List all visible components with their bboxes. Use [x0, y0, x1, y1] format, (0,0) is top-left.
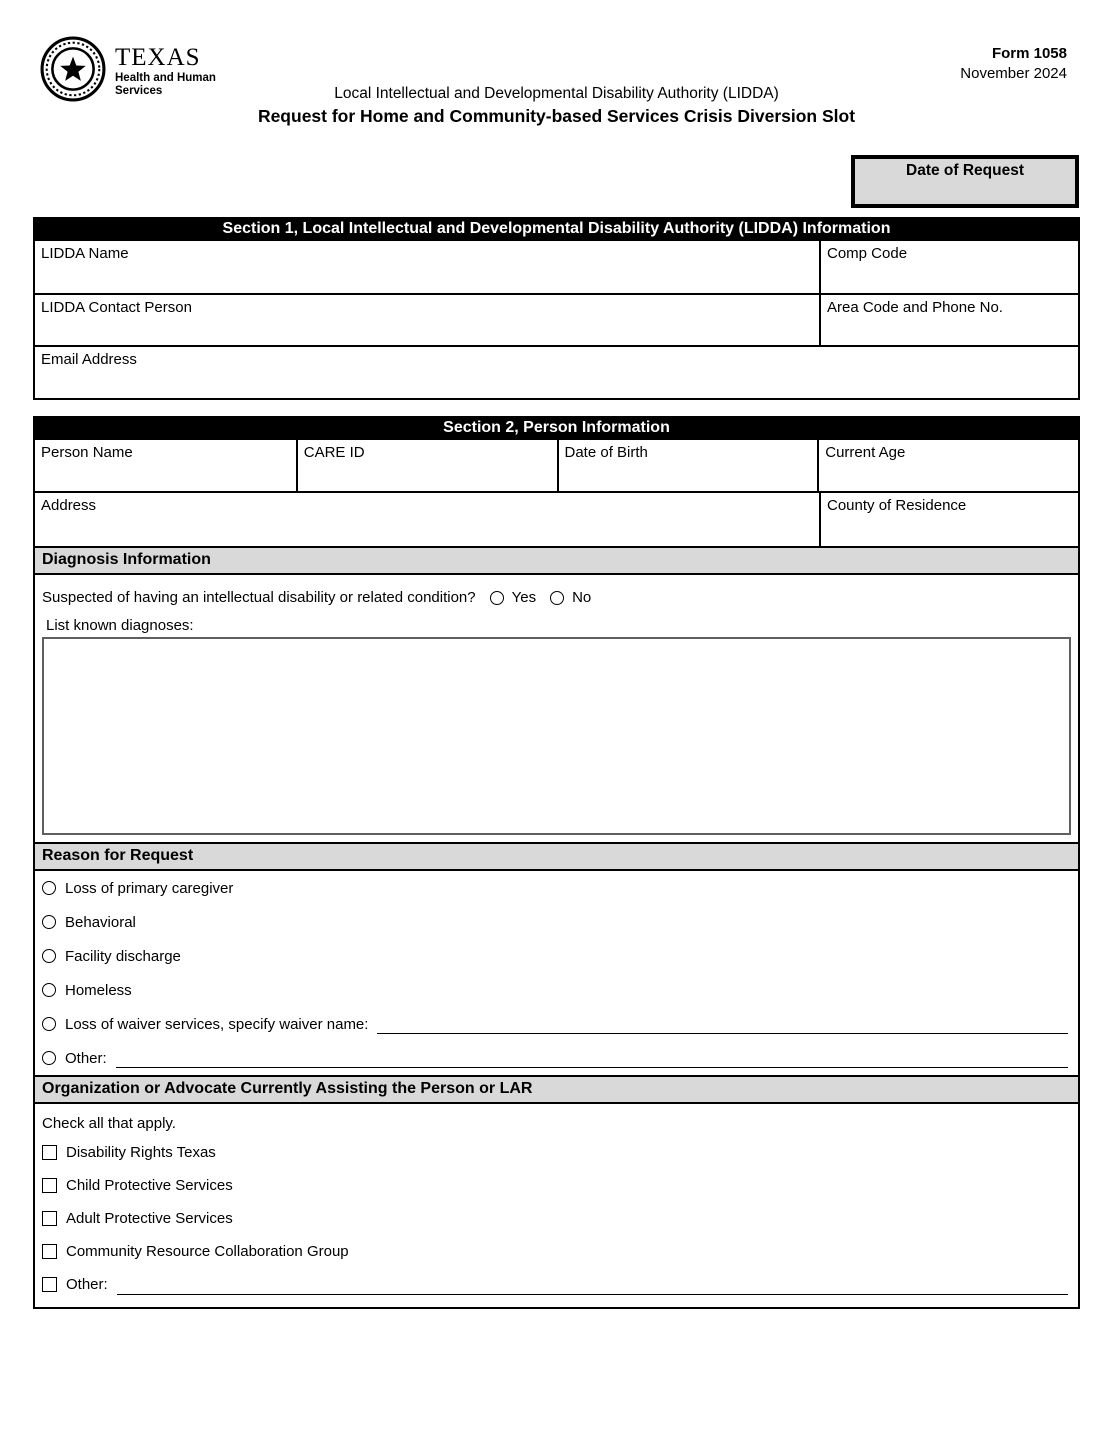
radio-reason-other[interactable] [42, 1051, 56, 1065]
reason-option-label: Loss of waiver services, specify waiver name: [65, 1015, 369, 1033]
email-address-label: Email Address [41, 351, 137, 368]
address-label: Address [41, 497, 97, 514]
check-all-that-apply-label: Check all that apply. [42, 1115, 176, 1132]
lidda-name-field[interactable] [35, 241, 819, 293]
radio-loss-of-primary-caregiver[interactable] [42, 881, 56, 895]
organization-option-row[interactable] [35, 1202, 1078, 1235]
date-of-request-label: Date of Request [906, 162, 1024, 179]
logo-subtitle: Health and Human Services [115, 72, 216, 98]
logo-brand-text: TEXAS [115, 44, 201, 71]
organization-option-row[interactable] [35, 1235, 1078, 1268]
person-name-field[interactable] [35, 440, 296, 491]
phone-label: Area Code and Phone No. [827, 299, 1003, 316]
organization-option-label: Disability Rights Texas [66, 1144, 216, 1161]
radio-loss-of-waiver-services[interactable] [42, 1017, 56, 1031]
form-title [0, 85, 1113, 127]
radio-homeless[interactable] [42, 983, 56, 997]
form-date: November 2024 [960, 65, 1067, 83]
radio-no-label: No [572, 589, 592, 606]
care-id-label: CARE ID [303, 444, 365, 461]
reason-other-input[interactable] [116, 1048, 1068, 1068]
organization-advocate-header: Organization or Advocate Currently Assisting the Person or LAR [35, 1075, 1078, 1104]
radio-no[interactable] [550, 591, 564, 605]
table-row [35, 241, 1078, 293]
form-meta [960, 44, 1067, 85]
organization-option-label: Community Resource Collaboration Group [66, 1243, 349, 1260]
date-of-birth-label: Date of Birth [564, 444, 648, 461]
checkbox-organization-other[interactable] [42, 1277, 57, 1292]
reason-option-row[interactable] [35, 1007, 1078, 1041]
reason-option-label: Homeless [65, 981, 132, 999]
reason-option-row[interactable] [35, 871, 1078, 905]
reason-option-label: Facility discharge [65, 947, 181, 965]
reason-option-row[interactable] [35, 973, 1078, 1007]
checkbox-adult-protective-services[interactable] [42, 1211, 57, 1226]
reason-option-label: Behavioral [65, 913, 136, 931]
section1-header: Section 1, Local Intellectual and Developmental Disability Authority (LIDDA) Information [33, 217, 1080, 241]
reason-option-row[interactable] [35, 939, 1078, 973]
known-diagnoses-textarea[interactable] [42, 637, 1071, 835]
comp-code-label: Comp Code [827, 245, 908, 262]
lidda-name-label: LIDDA Name [41, 245, 129, 262]
diagnosis-information-header: Diagnosis Information [35, 548, 1078, 575]
current-age-label: Current Age [825, 444, 906, 461]
organization-option-row[interactable] [35, 1169, 1078, 1202]
county-of-residence-label: County of Residence [827, 497, 967, 514]
table-row [35, 493, 1078, 548]
checkbox-community-resource-collaboration-group[interactable] [42, 1244, 57, 1259]
reason-option-row[interactable] [35, 1041, 1078, 1075]
radio-yes[interactable] [490, 591, 504, 605]
form-title-line2: Request for Home and Community-based Services Crisis Diversion Slot [257, 106, 856, 126]
waiver-name-input[interactable] [377, 1014, 1068, 1034]
intellectual-disability-question-row [35, 575, 1078, 606]
reason-for-request-header: Reason for Request [35, 842, 1078, 871]
radio-yes-label: Yes [511, 589, 537, 606]
organization-other-input[interactable] [117, 1275, 1068, 1295]
county-of-residence-field[interactable] [819, 493, 1078, 546]
reason-option-row[interactable] [35, 905, 1078, 939]
care-id-field[interactable] [296, 440, 557, 491]
section2-header: Section 2, Person Information [33, 416, 1080, 440]
form-number: Form 1058 [991, 45, 1067, 62]
date-of-request-input[interactable] [855, 180, 1075, 202]
organization-option-label: Child Protective Services [66, 1177, 233, 1194]
form-title-line1: Local Intellectual and Developmental Disability Authority (LIDDA) [334, 85, 779, 102]
list-known-diagnoses-label: List known diagnoses: [46, 617, 194, 634]
intellectual-disability-question: Suspected of having an intellectual disability or related condition? [42, 589, 476, 606]
organization-option-label: Adult Protective Services [66, 1210, 233, 1227]
reason-option-label: Other: [65, 1049, 107, 1067]
radio-behavioral[interactable] [42, 915, 56, 929]
radio-facility-discharge[interactable] [42, 949, 56, 963]
date-of-request-box [851, 155, 1079, 208]
organization-option-row[interactable] [35, 1268, 1078, 1301]
comp-code-field[interactable] [819, 241, 1078, 293]
reason-option-label: Loss of primary caregiver [65, 879, 234, 897]
form-body [33, 217, 1080, 1309]
phone-field[interactable] [819, 295, 1078, 345]
address-field[interactable] [35, 493, 819, 546]
lidda-contact-person-label: LIDDA Contact Person [41, 299, 192, 316]
section2-table [33, 440, 1080, 1309]
table-row [35, 345, 1078, 398]
organization-option-label: Other: [66, 1276, 108, 1293]
email-address-field[interactable] [35, 347, 1078, 398]
table-row [35, 440, 1078, 493]
section1-table [33, 241, 1080, 400]
checkbox-disability-rights-texas[interactable] [42, 1145, 57, 1160]
table-row [35, 293, 1078, 345]
organization-option-row[interactable] [35, 1136, 1078, 1169]
date-of-birth-field[interactable] [557, 440, 818, 491]
current-age-field[interactable] [817, 440, 1078, 491]
lidda-contact-person-field[interactable] [35, 295, 819, 345]
checkbox-child-protective-services[interactable] [42, 1178, 57, 1193]
section-gap [33, 400, 1080, 416]
person-name-label: Person Name [41, 444, 133, 461]
